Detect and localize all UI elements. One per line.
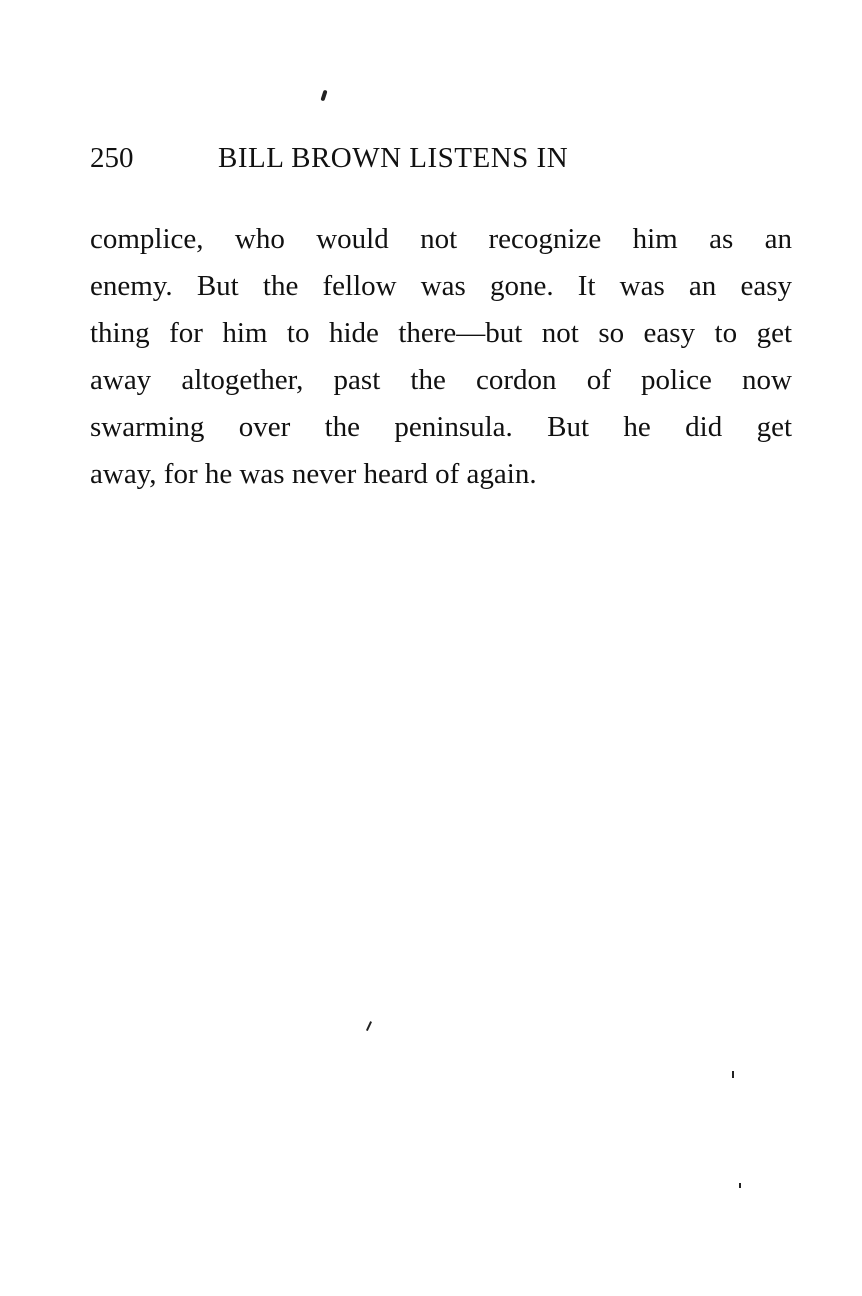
text-line: enemy. But the fellow was gone. It was an easy [90, 270, 792, 302]
scan-speck [366, 1021, 372, 1031]
text-line: swarming over the peninsula. But he did get [90, 411, 792, 443]
page-number: 250 [90, 142, 134, 174]
text-line: away, for he was never heard of again. [90, 458, 537, 490]
text-line: complice, who would not recognize him as an [90, 223, 792, 255]
running-head: BILL BROWN LISTENS IN [218, 142, 569, 174]
text-line: thing for him to hide there—but not so easy to get [90, 317, 792, 349]
text-line: away altogether, past the cordon of police now [90, 364, 792, 396]
scan-speck [739, 1183, 741, 1188]
body-paragraph [90, 216, 792, 498]
scan-speck [732, 1071, 734, 1078]
scan-speck [320, 90, 327, 102]
